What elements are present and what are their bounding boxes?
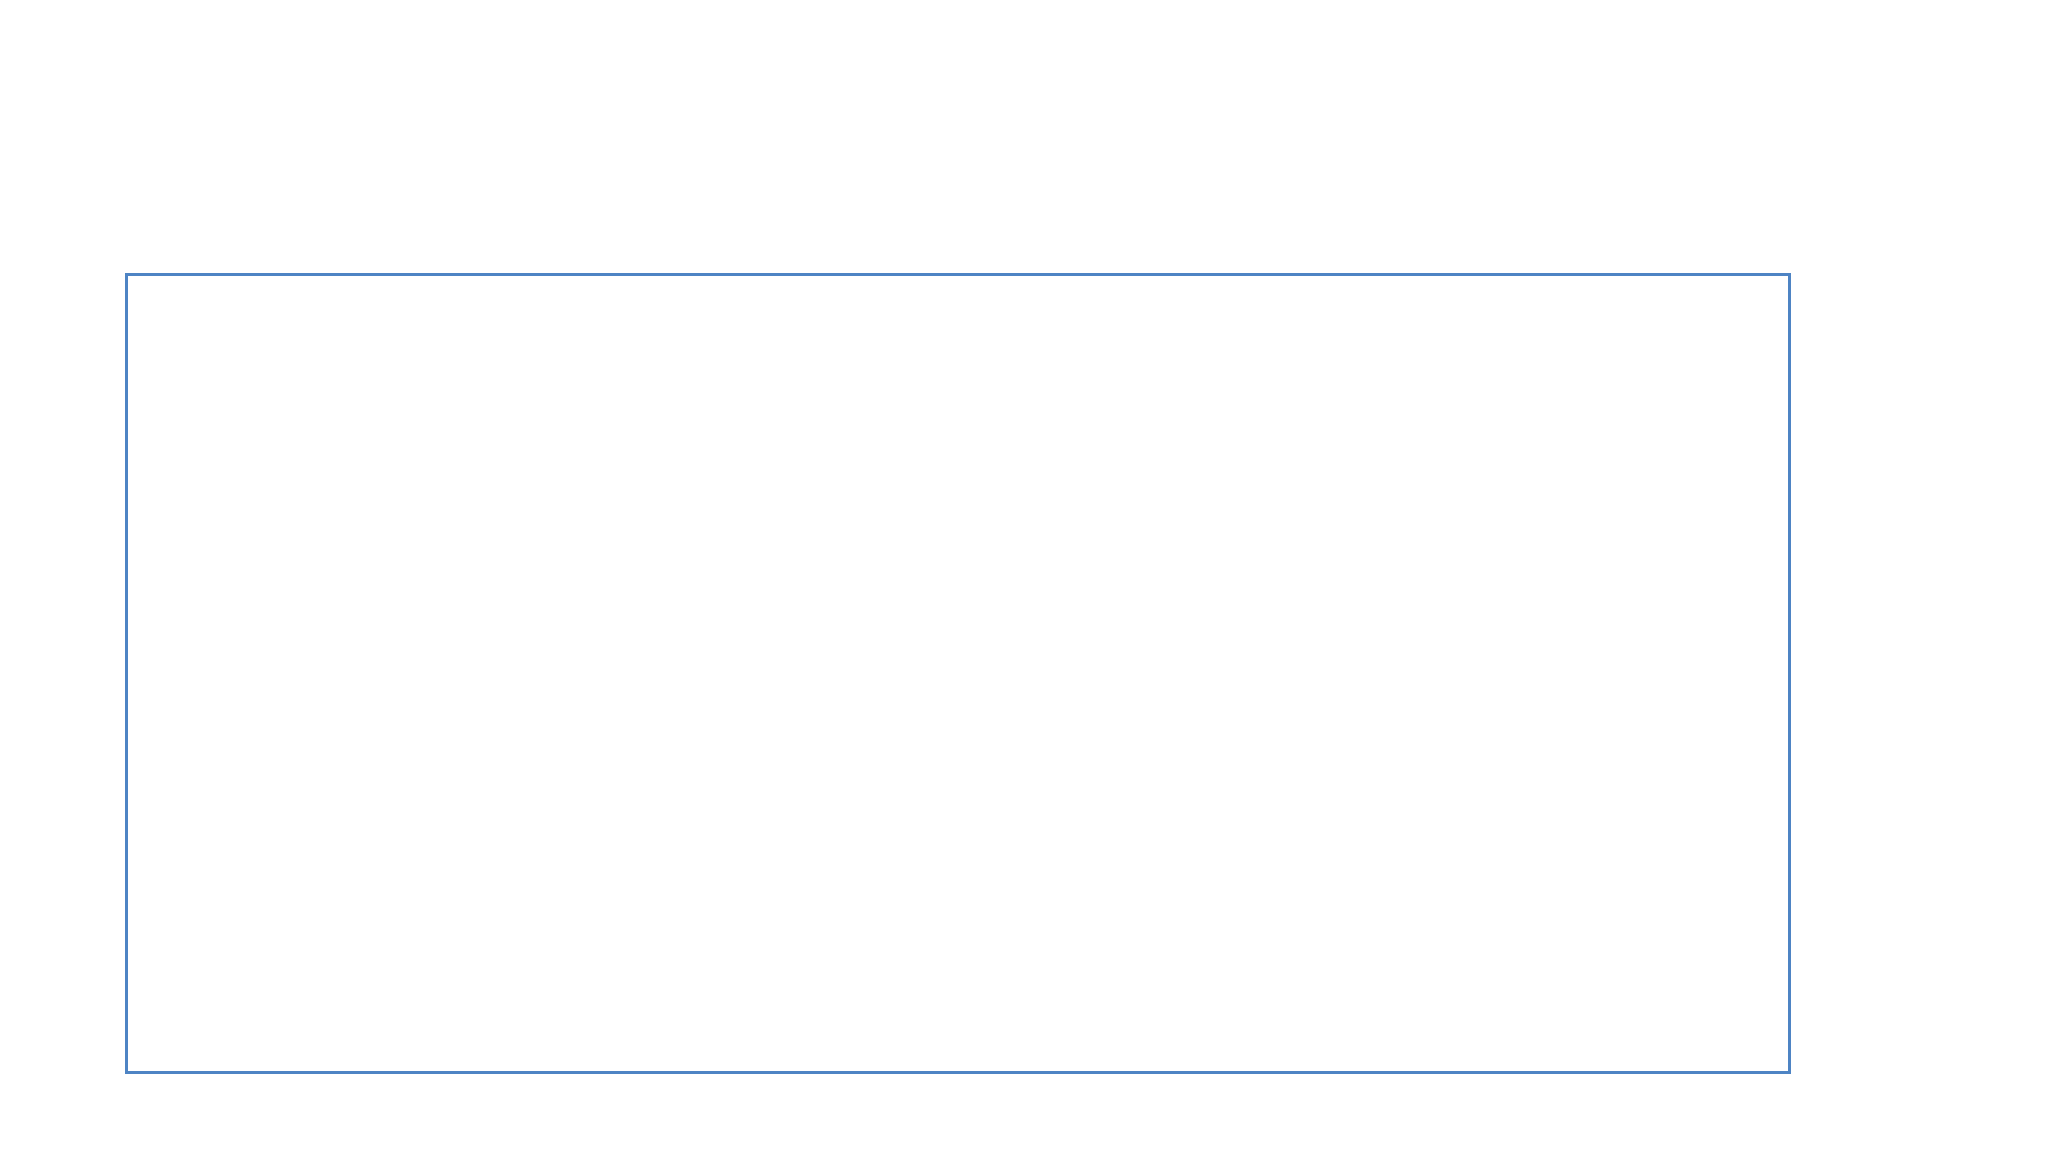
kaspersky-logo [1805, 1076, 1807, 1122]
document-fields-table [125, 273, 1791, 1074]
bullet-item [112, 200, 166, 256]
